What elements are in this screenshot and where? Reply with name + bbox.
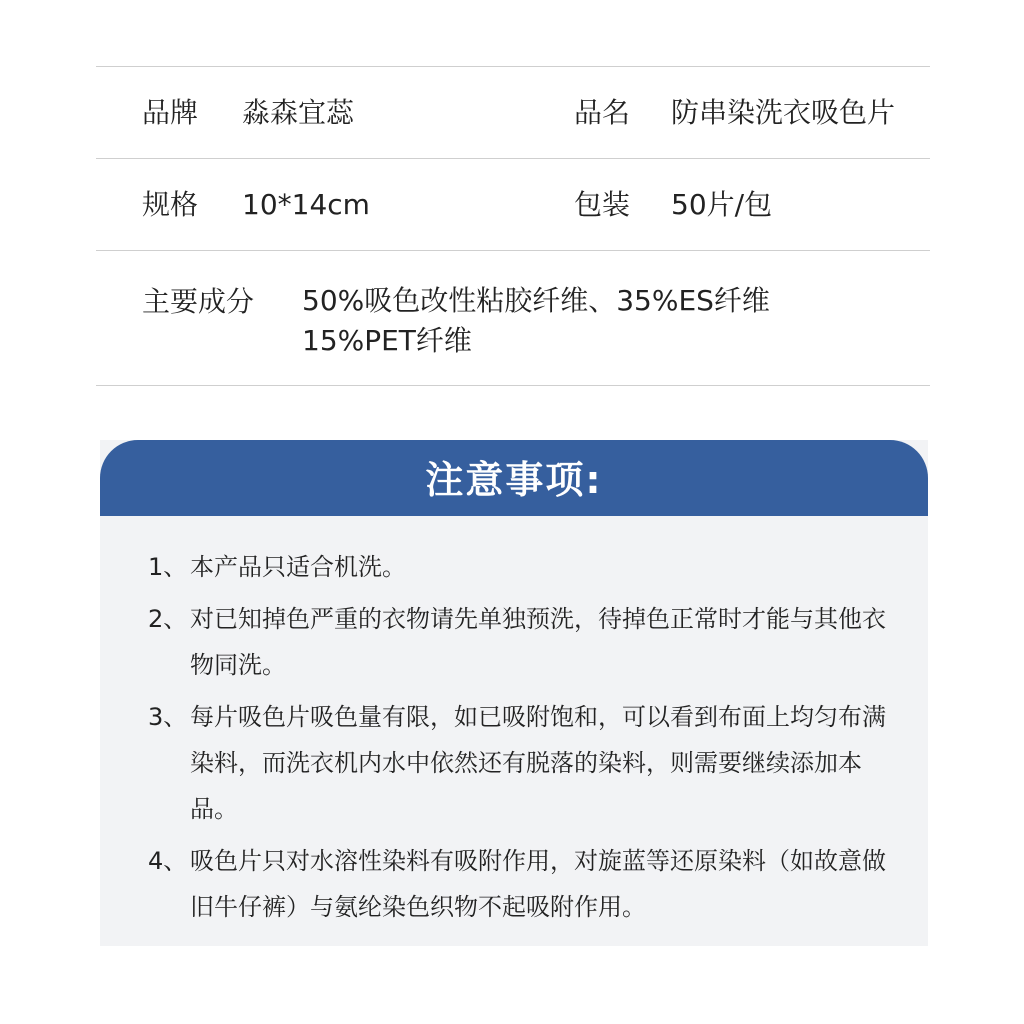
size-label: 规格 — [142, 188, 199, 221]
notice-item-text: 本产品只适合机洗。 — [190, 553, 406, 581]
brand-value: 淼森宜蕊 — [242, 96, 355, 129]
notice-item-2 — [148, 596, 888, 688]
notice-item-text: 每片吸色片吸色量有限，如已吸附饱和，可以看到布面上均匀布满染料，而洗衣机内水中依然还有脱落的染料，则需要继续添加本品。 — [190, 703, 886, 823]
product-name-label: 品名 — [574, 96, 631, 129]
brand-label: 品牌 — [142, 96, 199, 129]
notice-item-3 — [148, 694, 888, 832]
notice-title: 注意事项: — [100, 440, 928, 516]
notice-item-number: 3、 — [148, 703, 188, 731]
composition-line-1: 50%吸色改性粘胶纤维、35%ES纤维 — [302, 284, 770, 317]
notice-item-text: 对已知掉色严重的衣物请先单独预洗，待掉色正常时才能与其他衣物同洗。 — [190, 605, 886, 679]
package-label: 包装 — [574, 188, 631, 221]
composition-label: 主要成分 — [142, 285, 255, 318]
package-value: 50片/包 — [671, 188, 773, 221]
notice-item-number: 1、 — [148, 553, 188, 581]
notice-item-4 — [148, 838, 888, 930]
composition-line-2: 15%PET纤维 — [302, 324, 472, 357]
notice-panel — [100, 440, 928, 946]
size-value: 10*14cm — [242, 188, 370, 221]
composition-value — [302, 281, 902, 361]
spec-row-composition — [96, 250, 930, 386]
product-name-value: 防串染洗衣吸色片 — [671, 96, 896, 129]
notice-item-number: 2、 — [148, 605, 188, 633]
spec-row-brand — [96, 66, 930, 158]
notice-item-text: 吸色片只对水溶性染料有吸附作用，对旋蓝等还原染料（如故意做旧牛仔裤）与氨纶染色织物不起吸附作用。 — [190, 847, 886, 921]
notice-item-1 — [148, 544, 888, 590]
notice-list — [148, 544, 888, 936]
spec-row-size — [96, 158, 930, 250]
spec-table — [96, 66, 930, 386]
notice-item-number: 4、 — [148, 847, 188, 875]
